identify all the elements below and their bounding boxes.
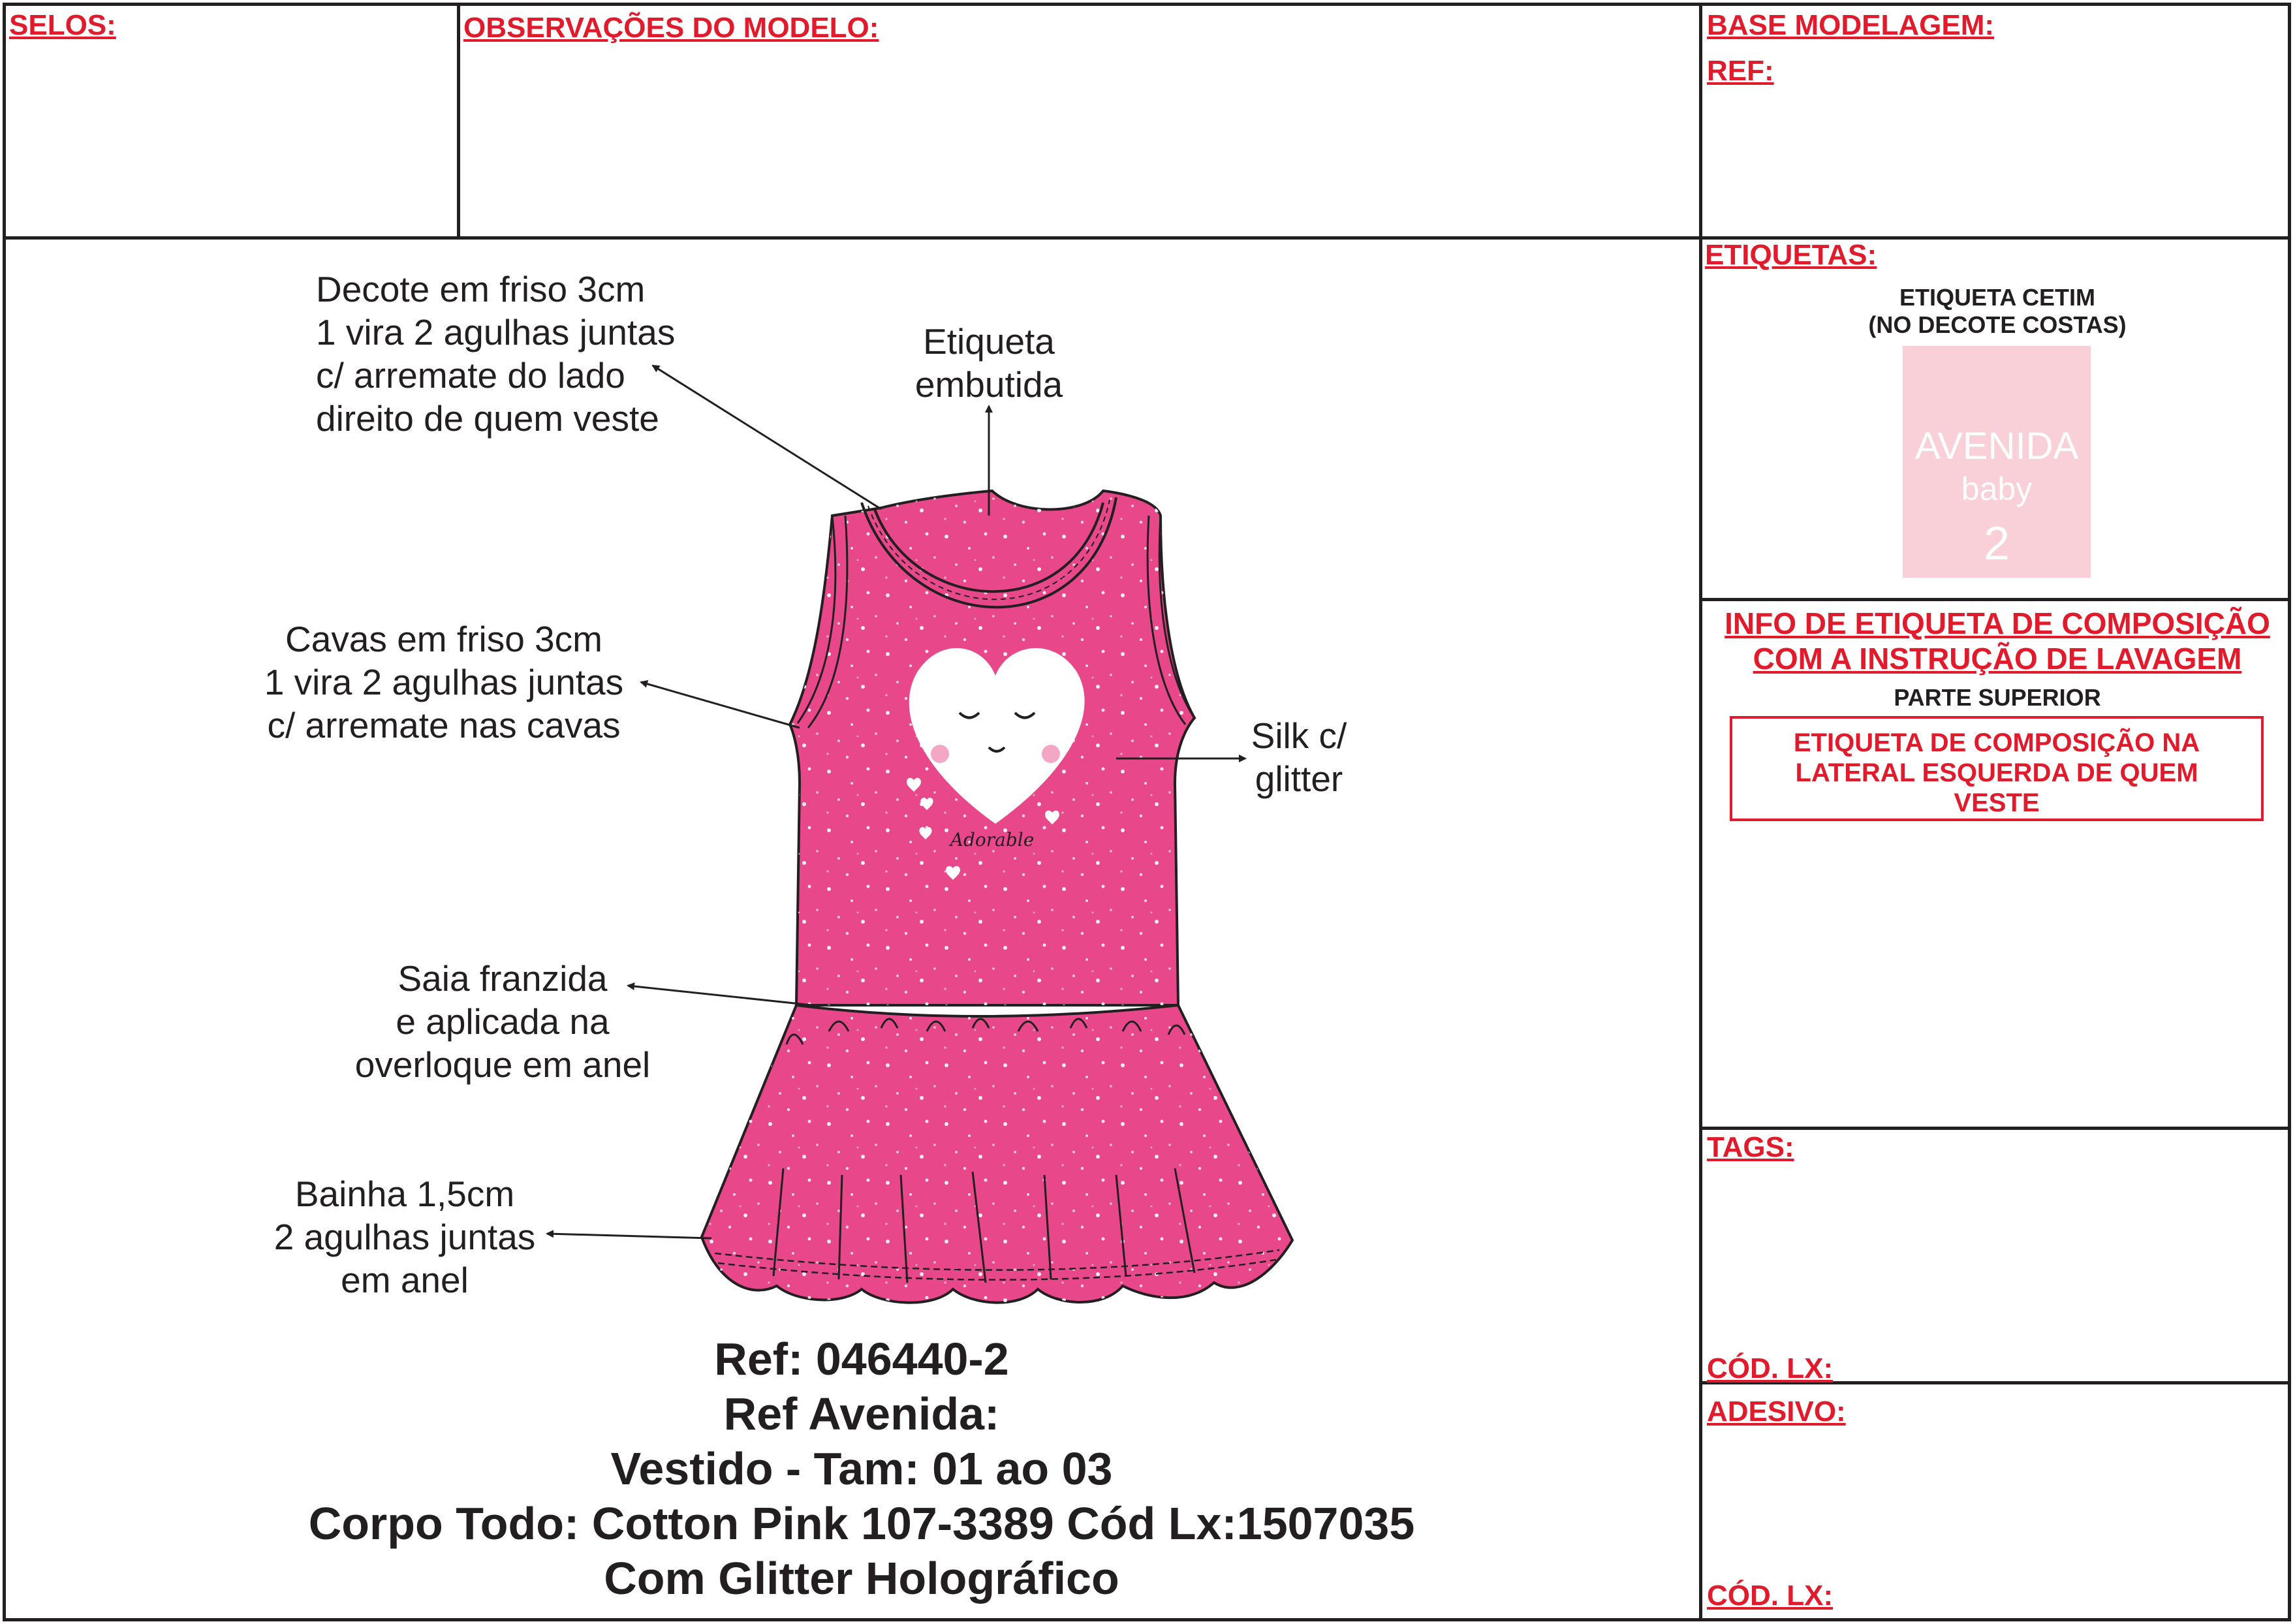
spec-block xyxy=(196,1332,1527,1606)
callout-bainha-line3: em anel xyxy=(341,1260,469,1300)
callout-decote xyxy=(316,268,675,440)
label-brand-text: AVENIDA xyxy=(1914,425,2079,467)
callout-silk-line1: Silk c/ xyxy=(1251,715,1347,756)
callout-cavas xyxy=(248,617,640,747)
tags-cod-lx: CÓD. LX: xyxy=(1707,1352,1834,1384)
ref-heading: REF: xyxy=(1707,55,1774,87)
composicao-note-line3: VESTE xyxy=(1954,789,2040,817)
spec-product: Vestido - Tam: 01 ao 03 xyxy=(610,1443,1113,1494)
callout-cavas-line2: 1 vira 2 agulhas juntas xyxy=(264,662,624,702)
spec-fabric: Corpo Todo: Cotton Pink 107-3389 Cód Lx:1507035 xyxy=(308,1498,1415,1549)
callout-cavas-line3: c/ arremate nas cavas xyxy=(267,705,621,745)
callout-decote-line2: 1 vira 2 agulhas juntas xyxy=(316,312,676,352)
callout-silk-line2: glitter xyxy=(1255,758,1343,799)
spec-ref: Ref: 046440-2 xyxy=(714,1334,1009,1384)
composicao-heading-line2: COM A INSTRUÇÃO DE LAVAGEM xyxy=(1753,642,2242,676)
adesivo-heading: ADESIVO: xyxy=(1707,1396,1846,1428)
parte-superior-label: PARTE SUPERIOR xyxy=(1894,684,2101,711)
callout-saia-line2: e aplicada na xyxy=(396,1001,610,1042)
callout-etiqueta-line1: Etiqueta xyxy=(923,321,1055,362)
spec-finish: Com Glitter Holográfico xyxy=(604,1553,1119,1604)
observacoes-heading: OBSERVAÇÕES DO MODELO: xyxy=(463,12,879,44)
label-size-text: 2 xyxy=(1983,518,2010,570)
etiqueta-cetim-location: (NO DECOTE COSTAS) xyxy=(1868,311,2127,338)
adesivo-cod-lx: CÓD. LX: xyxy=(1707,1580,1834,1612)
callout-silk xyxy=(1227,714,1371,800)
print-text: Adorable xyxy=(950,829,1035,851)
etiqueta-cetim-label: ETIQUETA CETIM xyxy=(1899,284,2095,311)
callout-saia-line3: overloque em anel xyxy=(354,1044,651,1085)
callout-decote-line3: c/ arremate do lado xyxy=(316,355,625,396)
composicao-note-line1: ETIQUETA DE COMPOSIÇÃO NA xyxy=(1793,728,2200,757)
callout-saia xyxy=(326,957,679,1086)
callout-cavas-line1: Cavas em friso 3cm xyxy=(285,619,602,659)
etiquetas-heading: ETIQUETAS: xyxy=(1705,239,1877,271)
composicao-note-line2: LATERAL ESQUERDA DE QUEM xyxy=(1795,758,2198,787)
callout-bainha-line1: Bainha 1,5cm xyxy=(294,1174,515,1214)
selos-heading: SELOS: xyxy=(9,9,116,41)
composicao-heading-line1: INFO DE ETIQUETA DE COMPOSIÇÃO xyxy=(1725,606,2270,640)
base-modelagem-heading: BASE MODELAGEM: xyxy=(1707,9,1994,41)
tags-heading: TAGS: xyxy=(1707,1131,1794,1163)
callout-etiqueta xyxy=(871,320,1106,406)
callout-decote-line1: Decote em friso 3cm xyxy=(316,269,646,309)
label-sub-text: baby xyxy=(1961,471,2033,507)
callout-decote-line4: direito de quem veste xyxy=(316,398,659,439)
callout-bainha-line2: 2 agulhas juntas xyxy=(273,1217,536,1257)
callout-saia-line1: Saia franzida xyxy=(398,958,608,999)
spec-ref-avenida: Ref Avenida: xyxy=(723,1388,1000,1439)
callout-bainha xyxy=(255,1172,555,1302)
callout-etiqueta-line2: embutida xyxy=(914,364,1063,405)
